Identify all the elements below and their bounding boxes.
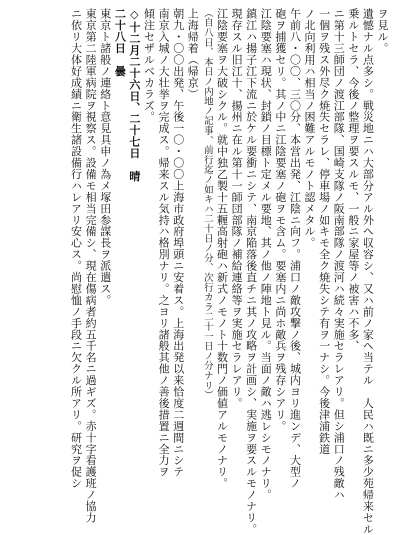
- text-column-4: ニ第十三師団ノ渡江部隊、国崎支隊ノ阪南部隊ノ渡河ハ続々実施セラレアリ。但シ浦口ノ残敵ハ: [332, 8, 346, 501]
- text-column-11: 現存スル旧江十、揚州ニ在ル第十一師団部隊ノ補給連絡等ヲ実施セラレアリ。: [230, 8, 244, 409]
- text-column-17: 傾注セザルベカラズ。: [142, 8, 156, 123]
- text-column-5: 一個ヲ残ス外尽ク焼失セラレ、停車場ノ如キモ全ク焼失シテ有ヲ一ナシ。今後津浦鉄道: [317, 8, 331, 455]
- editorial-note: （自八日、本日ノ内地ノ記事、前行迄ノ如キハ二十日ノ分、次行カラ二十一日ノ分ナリ）: [201, 8, 213, 400]
- text-column-12: 江陰要塞ヲ大破シクル。就中独乙製十五糎高射砲ハ新式ノモノト十数門ノ価値アルモノナリ。: [215, 8, 229, 489]
- text-column-15: 朝九・〇〇出発、午後一〇・〇〇上海市政府埠頭ニ安着ス。上海出発以来恰度二週間ニシテ: [171, 8, 185, 478]
- text-column-16: 南京入城ノ大壮挙ヲ完成ス。帰来スル気持ハ格別ナリ。之ヨリ諸般其他ノ善後措置ニ全力ヲ: [157, 8, 171, 478]
- text-column-21: 東京第二陸軍病院ヲ視察ス。設備モ相当完備シ、現在傷病者約五千名ニ過ギズ。赤十字看護班ノ協力: [84, 8, 98, 524]
- text-column-10: 鎮江ハ揚子江下流ニ於ケル要衝ニシテ、南京陥落後直チニ其ノ攻略ヲ計画シ、実施ヲ要スルモノナリ。: [244, 8, 258, 535]
- text-column-20: 東京ト諸般ノ連絡ト意見具申ノ為メ塚田参謀長ヲ派遣ス。: [98, 8, 112, 306]
- text-column-6: ノ北向利用ハ相当ノ困難アルモノト認メタル。: [303, 8, 317, 249]
- text-column-7: 午前八・〇〇、三〇分、本営出発、江陰ニ向フ。浦口ノ敵攻撃ノ後、城内ヨリ進ンデ、大型ノ: [288, 8, 302, 489]
- text-column-1: ヲ見ル。: [376, 8, 389, 54]
- text-column-3: 乗ルトセラ、今後ノ整理ヲ要スルモ、一般ニ家屋等ノ被害ハ不多、: [346, 8, 360, 352]
- text-column-2: 遺憾ナル点多シ。戦災地ニハ大部分アル外ヘ収容シ、又ハ前ノ家ヘ当テル 人民ハ既ニ多少苑帰来セル: [361, 8, 375, 535]
- section-heading: 上海帰着（帰京）: [186, 8, 200, 100]
- date-heading-2: 二十八日 曇: [113, 8, 127, 77]
- text-column-9: 江陰要塞ハ現状、封鎖ノ目標ト定メル要地、其ノ他ノ陣地ト見ル。当面ノ敵ハ逃レシモノナリ。: [259, 8, 273, 501]
- text-column-22: ニ依リ大体好成績ニ衛生諸設備行ハレアリ安心ス。尚慰恤ノ手段ニ欠クル所アリ。研究ヲ促シ: [69, 8, 83, 489]
- text-column-8: 砲ヲ捕獲セリ。其ノ中ニ江陰要塞ノ砲ヲモ含ム。要塞内ニ尚ホ敵兵ヲ残存シアリ。: [273, 8, 287, 432]
- date-heading: ◇十二月二十六日、二十七日 晴: [127, 8, 141, 182]
